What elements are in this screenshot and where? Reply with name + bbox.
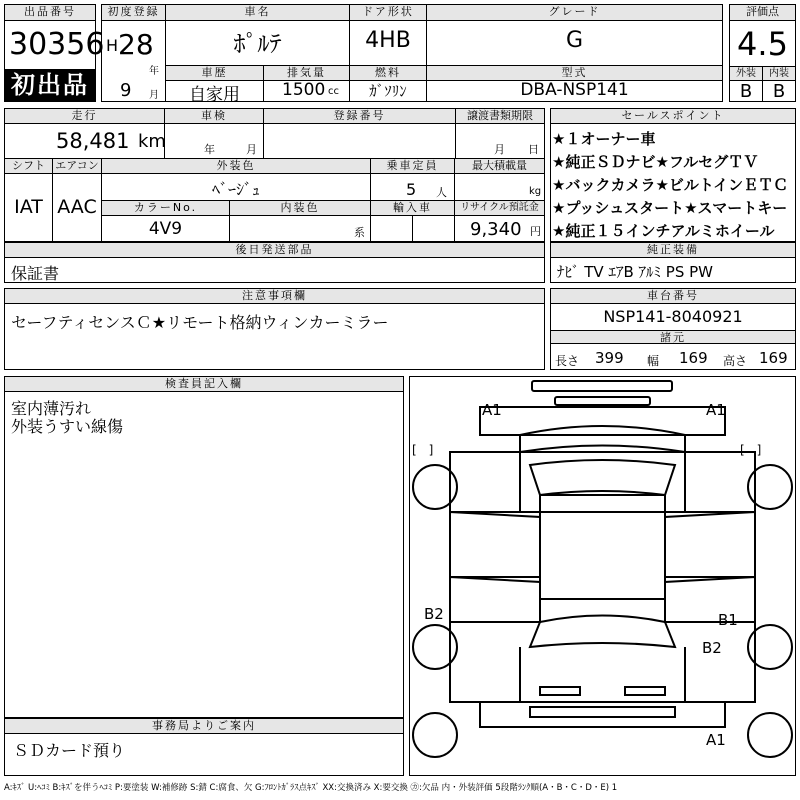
car-label: 車名 (166, 5, 349, 21)
fuel-label: 燃料 (350, 66, 426, 81)
legend: A:ｷｽﾞ U:ﾍｺﾐ B:ｷｽﾞを伴うﾍｺﾐ P:要塗装 W:補修跡 S:錆 C:腐食、欠 G:ﾌﾛﾝﾄｶﾞﾗｽ点ｷｽﾞ XX:交換済み X:要交換 ㋕:欠品 内・外装評価 5段階ﾗﾝｸ順(A・B・C・D・E) 1 (4, 783, 618, 793)
notes-value: セーフティセンスＣ★リモート格納ウィンカーミラー (11, 313, 389, 332)
mark-a1-front-right: A1 (706, 401, 726, 419)
reg-month-unit: 月 (149, 90, 159, 101)
sales-box (550, 108, 796, 242)
aircon-value: AAC (57, 196, 97, 218)
grade-value: G (565, 28, 584, 53)
score-label: 評価点 (730, 5, 795, 21)
transfer-label: 譲渡書類期限 (456, 109, 544, 124)
recycle-value: 9,340 (470, 219, 522, 240)
capacity-unit: 人 (436, 186, 447, 199)
chassis-label: 車台番号 (551, 289, 795, 304)
sales-line-1: ★１オーナー車 (552, 130, 656, 148)
first-listing-badge: 初出品 (5, 69, 95, 102)
color-no-label: カラーNo. (102, 201, 229, 216)
score-int-label: 内装 (763, 67, 795, 81)
sales-line-3: ★バックカメラ★ビルトインＥＴＣ (552, 176, 789, 194)
car-name: ﾎﾟﾙﾃ (233, 30, 282, 58)
recycle-unit: 円 (530, 225, 541, 238)
dims-hgt-label: 高さ (723, 354, 748, 368)
history-label: 車歴 (166, 66, 263, 81)
shift-label: シフト (5, 159, 52, 174)
door-value: 4HB (365, 28, 411, 53)
grade-label: グレード (427, 5, 722, 21)
inspector-box (4, 376, 404, 718)
load-label: 最大積載量 (455, 159, 544, 174)
model-label: 型式 (427, 66, 722, 81)
lot-number: 30356 (9, 27, 105, 62)
reg-label: 初度登録 (102, 5, 165, 21)
disp-label: 排気量 (264, 66, 349, 81)
sales-label: セールスポイント (551, 109, 795, 124)
dims-label: 諸元 (551, 330, 795, 344)
reg-era: H (106, 36, 119, 55)
mark-a1-rear: A1 (706, 731, 726, 749)
notes-label: 注意事項欄 (5, 289, 544, 304)
mark-a1-front-left: A1 (482, 401, 502, 419)
disp-unit: cc (328, 86, 339, 97)
int-color-label: 内装色 (230, 201, 370, 216)
reg-year: 28 (118, 28, 154, 61)
ext-color-value: ﾍﾞｰｼﾞｭ (211, 180, 260, 199)
dims-hgt: 169 (759, 349, 788, 367)
office-box (4, 718, 404, 776)
transfer-day-unit: 日 (528, 143, 539, 156)
door-label: ドア形状 (350, 5, 426, 21)
bracket-right: [ ] (740, 443, 762, 457)
load-unit: kg (529, 186, 542, 197)
inspection-month-unit: 月 (246, 143, 257, 156)
plate-label: 登録番号 (264, 109, 455, 124)
capacity-label: 乗車定員 (371, 159, 454, 174)
dims-wid-label: 幅 (647, 354, 660, 368)
color-no-value: 4V9 (148, 219, 183, 239)
inspector-line-2: 外装うすい線傷 (11, 417, 124, 436)
transfer-month-unit: 月 (494, 143, 505, 156)
fuel-value: ｶﾞｿﾘﾝ (369, 82, 407, 100)
ext-color-label: 外装色 (102, 159, 370, 174)
later-value: 保証書 (11, 264, 60, 283)
score-ext-label: 外装 (730, 67, 762, 81)
lot-label: 出品番号 (5, 5, 95, 21)
score-box (729, 4, 796, 102)
sales-line-2: ★純正ＳＤナビ★フルセグＴＶ (552, 153, 759, 171)
inspection-label: 車検 (165, 109, 263, 124)
sales-line-4: ★プッシュスタート★スマートキー (552, 199, 788, 217)
recycle-label: リサイクル預託金 (455, 201, 544, 216)
equip-value: ﾅﾋﾞ TV ｴｱB ｱﾙﾐ PS PW (557, 263, 713, 281)
chassis-value: NSP141-8040921 (603, 307, 743, 326)
later-label: 後日発送部品 (5, 243, 544, 258)
score-ext: B (739, 81, 753, 102)
car-outline (410, 377, 795, 775)
later-box (4, 242, 545, 283)
office-value: ＳＤカード預り (13, 741, 126, 760)
import-label: 輸入車 (371, 201, 454, 216)
dims-len-label: 長さ (555, 354, 580, 368)
int-color-unit: 系 (354, 226, 365, 239)
mark-b2-left: B2 (424, 605, 444, 623)
score-value: 4.5 (737, 25, 788, 63)
mark-b1-right: B1 (718, 611, 738, 629)
chassis-box (550, 288, 796, 370)
notes-box (4, 288, 545, 370)
mileage-value: 58,481 (56, 129, 130, 153)
mark-b2-right: B2 (702, 639, 722, 657)
inspector-line-1: 室内薄汚れ (11, 399, 92, 418)
reg-month: 9 (120, 80, 132, 101)
disp-value: 1500 (282, 80, 326, 100)
lot-box (4, 4, 105, 102)
bracket-left: [ ] (412, 443, 434, 457)
office-label: 事務局よりご案内 (5, 719, 403, 734)
inspector-label: 検査員記入欄 (5, 377, 403, 392)
inspection-year-unit: 年 (204, 143, 215, 156)
reg-year-unit: 年 (149, 66, 159, 77)
equip-box (550, 242, 796, 283)
aircon-label: エアコン (53, 159, 101, 174)
history-value: 自家用 (189, 85, 240, 105)
model-value: DBA-NSP141 (520, 80, 629, 100)
mileage-label: 走行 (5, 109, 164, 124)
equip-label: 純正装備 (551, 243, 795, 258)
damage-diagram (409, 376, 796, 776)
mileage-unit: km (138, 131, 166, 152)
score-int: B (772, 81, 786, 102)
capacity-value: 5 (406, 180, 417, 199)
dims-len: 399 (595, 349, 624, 367)
shift-value: IAT (14, 196, 43, 218)
sales-line-5: ★純正１５インチアルミホイール (552, 222, 775, 240)
dims-wid: 169 (679, 349, 708, 367)
